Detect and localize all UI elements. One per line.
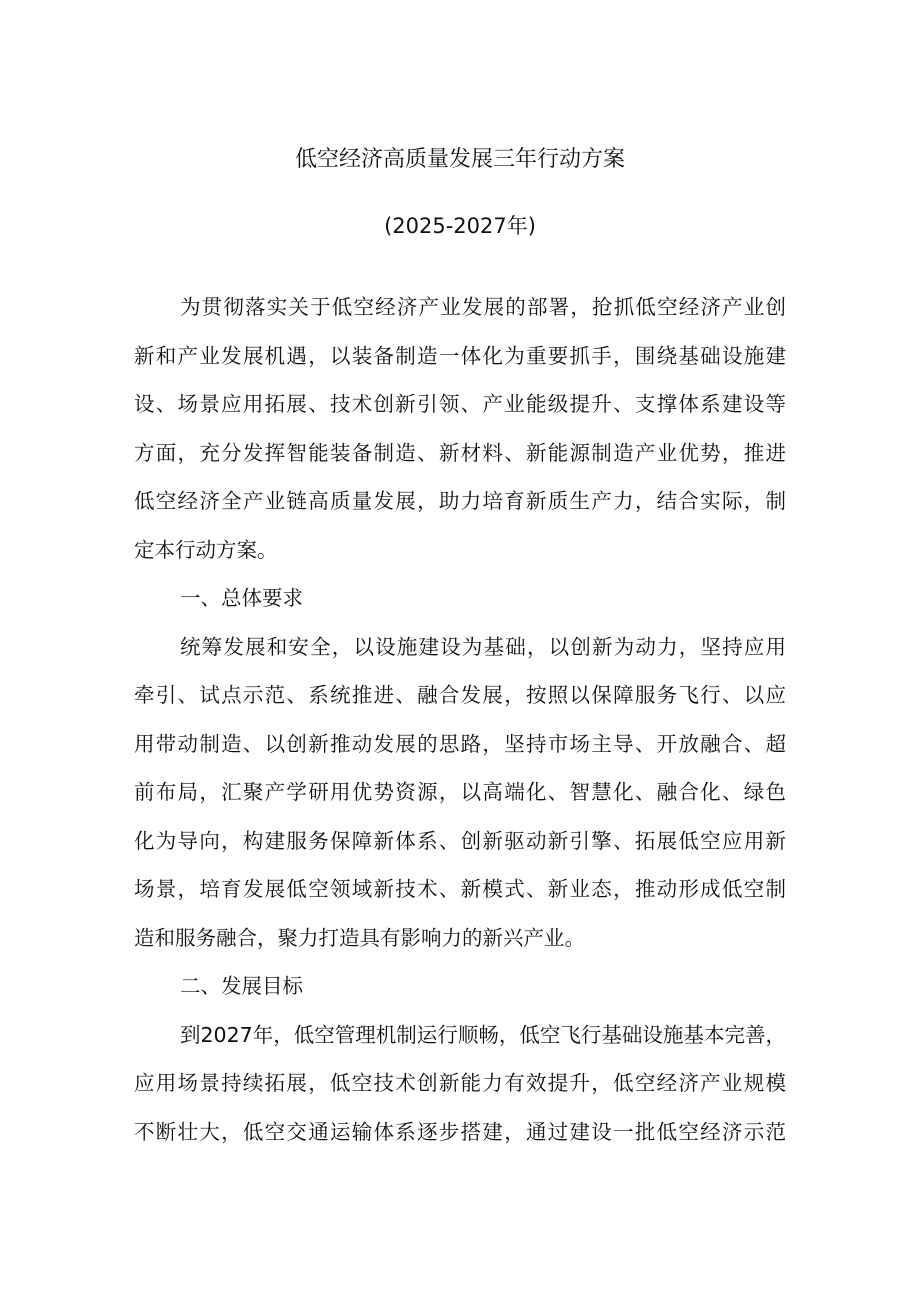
section-heading: 二、发展目标 [180, 974, 303, 998]
body-line: 方面，充分发挥智能装备制造、新材料、新能源制造产业优势，推进 [134, 440, 786, 465]
body-line: 统筹发展和安全，以设施建设为基础，以创新为动力，坚持应用 [180, 634, 786, 659]
body-line: 场景，培育发展低空领域新技术、新模式、新业态，推动形成低空制 [134, 877, 786, 901]
body-line: 到2027年，低空管理机制运行顺畅，低空飞行基础设施基本完善， [180, 1022, 786, 1047]
body-line: 不断壮大，低空交通运输体系逐步搭建，通过建设一批低空经济示范 [134, 1119, 786, 1144]
document-body [134, 283, 786, 1156]
body-line: 设、场景应用拓展、技术创新引领、产业能级提升、支撑体系建设等 [134, 392, 786, 416]
body-line: 低空经济全产业链高质量发展，助力培育新质生产力，结合实际，制 [134, 489, 786, 513]
body-line: 新和产业发展机遇，以装备制造一体化为重要抓手，围绕基础设施建 [134, 343, 786, 368]
document-subtitle: (2025-2027年) [384, 214, 536, 238]
section-heading: 一、总体要求 [180, 586, 303, 610]
body-line: 定本行动方案。 [134, 537, 278, 562]
body-line: 用带动制造、以创新推动发展的思路，坚持市场主导、开放融合、超 [134, 731, 786, 756]
body-line: 造和服务融合，聚力打造具有影响力的新兴产业。 [134, 925, 585, 950]
body-line: 化为导向，构建服务保障新体系、创新驱动新引擎、拓展低空应用新 [134, 828, 786, 853]
body-line: 前布局，汇聚产学研用优势资源，以高端化、智慧化、融合化、绿色 [134, 780, 786, 804]
document-title: 低空经济高质量发展三年行动方案 [294, 147, 625, 172]
body-line: 为贯彻落实关于低空经济产业发展的部署，抢抓低空经济产业创 [180, 295, 786, 319]
body-line: 牵引、试点示范、系统推进、融合发展，按照以保障服务飞行、以应 [134, 683, 786, 707]
body-line: 应用场景持续拓展，低空技术创新能力有效提升，低空经济产业规模 [134, 1071, 786, 1095]
